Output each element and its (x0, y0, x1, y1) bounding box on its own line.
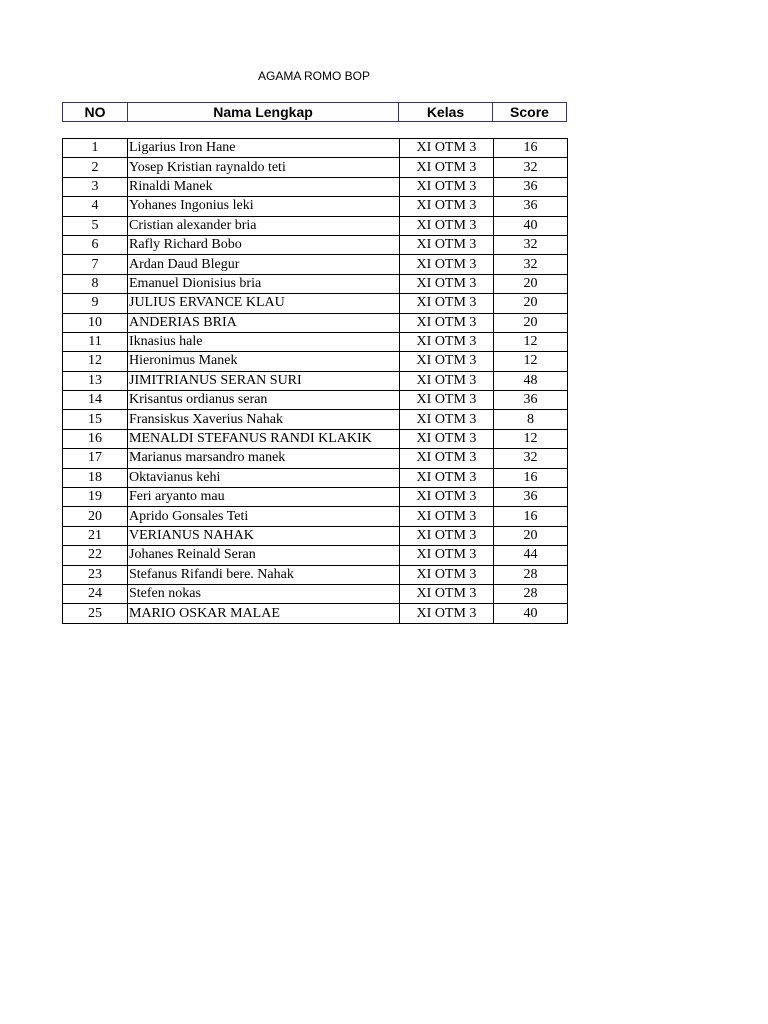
table-row (63, 565, 568, 584)
cell-name: Yosep Kristian raynaldo teti (128, 158, 400, 177)
header-name: Nama Lengkap (128, 103, 399, 122)
cell-no: 7 (63, 255, 128, 274)
cell-kelas: XI OTM 3 (400, 274, 494, 293)
table-row (63, 584, 568, 603)
cell-score: 36 (494, 391, 568, 410)
cell-kelas: XI OTM 3 (400, 177, 494, 196)
cell-score: 44 (494, 546, 568, 565)
table-row (63, 158, 568, 177)
cell-score: 36 (494, 488, 568, 507)
table-row (63, 274, 568, 293)
table-row (63, 177, 568, 196)
cell-kelas: XI OTM 3 (400, 565, 494, 584)
table-row (63, 449, 568, 468)
cell-score: 32 (494, 255, 568, 274)
cell-no: 13 (63, 371, 128, 390)
cell-score: 32 (494, 449, 568, 468)
cell-score: 36 (494, 177, 568, 196)
cell-no: 9 (63, 294, 128, 313)
cell-kelas: XI OTM 3 (400, 255, 494, 274)
cell-kelas: XI OTM 3 (400, 158, 494, 177)
cell-kelas: XI OTM 3 (400, 449, 494, 468)
cell-no: 11 (63, 332, 128, 351)
header-kelas: Kelas (399, 103, 493, 122)
cell-no: 5 (63, 216, 128, 235)
cell-no: 19 (63, 488, 128, 507)
cell-kelas: XI OTM 3 (400, 584, 494, 603)
cell-no: 23 (63, 565, 128, 584)
cell-name: Krisantus ordianus seran (128, 391, 400, 410)
table-row (63, 410, 568, 429)
cell-no: 18 (63, 468, 128, 487)
cell-score: 16 (494, 468, 568, 487)
document-title: AGAMA ROMO BOP (257, 69, 371, 83)
cell-score: 20 (494, 294, 568, 313)
cell-name: Feri aryanto mau (128, 488, 400, 507)
table-row (63, 371, 568, 390)
cell-name: Ligarius Iron Hane (128, 139, 400, 158)
cell-score: 20 (494, 526, 568, 545)
cell-kelas: XI OTM 3 (400, 604, 494, 623)
table-row (63, 255, 568, 274)
cell-name: JULIUS ERVANCE KLAU (128, 294, 400, 313)
cell-score: 12 (494, 352, 568, 371)
cell-no: 25 (63, 604, 128, 623)
cell-score: 12 (494, 429, 568, 448)
cell-score: 28 (494, 584, 568, 603)
cell-kelas: XI OTM 3 (400, 332, 494, 351)
cell-no: 17 (63, 449, 128, 468)
table-row (63, 391, 568, 410)
cell-name: Emanuel Dionisius bria (128, 274, 400, 293)
cell-no: 8 (63, 274, 128, 293)
table-row (63, 216, 568, 235)
table-row (63, 488, 568, 507)
cell-score: 40 (494, 216, 568, 235)
cell-score: 16 (494, 139, 568, 158)
table-row (63, 197, 568, 216)
cell-kelas: XI OTM 3 (400, 139, 494, 158)
cell-name: Stefen nokas (128, 584, 400, 603)
cell-name: Aprido Gonsales Teti (128, 507, 400, 526)
table-row (63, 294, 568, 313)
cell-name: JIMITRIANUS SERAN SURI (128, 371, 400, 390)
cell-no: 2 (63, 158, 128, 177)
cell-name: Fransiskus Xaverius Nahak (128, 410, 400, 429)
cell-no: 3 (63, 177, 128, 196)
cell-no: 12 (63, 352, 128, 371)
cell-name: ANDERIAS BRIA (128, 313, 400, 332)
cell-name: Iknasius hale (128, 332, 400, 351)
cell-kelas: XI OTM 3 (400, 391, 494, 410)
cell-name: MENALDI STEFANUS RANDI KLAKIK (128, 429, 400, 448)
cell-kelas: XI OTM 3 (400, 410, 494, 429)
cell-no: 6 (63, 235, 128, 254)
cell-score: 28 (494, 565, 568, 584)
table-row (63, 332, 568, 351)
cell-kelas: XI OTM 3 (400, 352, 494, 371)
cell-score: 20 (494, 274, 568, 293)
cell-kelas: XI OTM 3 (400, 294, 494, 313)
table-row (63, 468, 568, 487)
score-table (62, 138, 568, 624)
cell-kelas: XI OTM 3 (400, 371, 494, 390)
cell-kelas: XI OTM 3 (400, 468, 494, 487)
cell-name: Stefanus Rifandi bere. Nahak (128, 565, 400, 584)
table-row (63, 526, 568, 545)
cell-no: 21 (63, 526, 128, 545)
cell-kelas: XI OTM 3 (400, 507, 494, 526)
cell-score: 48 (494, 371, 568, 390)
cell-score: 16 (494, 507, 568, 526)
header-table (62, 102, 567, 122)
cell-name: Oktavianus kehi (128, 468, 400, 487)
cell-name: MARIO OSKAR MALAE (128, 604, 400, 623)
cell-name: Cristian alexander bria (128, 216, 400, 235)
table-row (63, 604, 568, 623)
cell-name: Johanes Reinald Seran (128, 546, 400, 565)
cell-no: 10 (63, 313, 128, 332)
cell-no: 16 (63, 429, 128, 448)
cell-kelas: XI OTM 3 (400, 546, 494, 565)
cell-score: 12 (494, 332, 568, 351)
cell-name: Rafly Richard Bobo (128, 235, 400, 254)
cell-name: VERIANUS NAHAK (128, 526, 400, 545)
cell-score: 8 (494, 410, 568, 429)
cell-kelas: XI OTM 3 (400, 526, 494, 545)
table-row (63, 352, 568, 371)
cell-score: 40 (494, 604, 568, 623)
cell-kelas: XI OTM 3 (400, 235, 494, 254)
table-row (63, 139, 568, 158)
cell-score: 32 (494, 158, 568, 177)
cell-no: 4 (63, 197, 128, 216)
cell-no: 15 (63, 410, 128, 429)
header-row (63, 103, 567, 122)
cell-no: 24 (63, 584, 128, 603)
cell-no: 20 (63, 507, 128, 526)
cell-score: 36 (494, 197, 568, 216)
table-row (63, 429, 568, 448)
cell-name: Ardan Daud Blegur (128, 255, 400, 274)
score-table-body (63, 139, 568, 624)
header-score: Score (493, 103, 567, 122)
cell-name: Hieronimus Manek (128, 352, 400, 371)
cell-score: 20 (494, 313, 568, 332)
cell-kelas: XI OTM 3 (400, 197, 494, 216)
table-row (63, 235, 568, 254)
header-no: NO (63, 103, 128, 122)
cell-no: 22 (63, 546, 128, 565)
cell-score: 32 (494, 235, 568, 254)
cell-name: Marianus marsandro manek (128, 449, 400, 468)
cell-name: Rinaldi Manek (128, 177, 400, 196)
table-row (63, 546, 568, 565)
cell-kelas: XI OTM 3 (400, 429, 494, 448)
cell-kelas: XI OTM 3 (400, 488, 494, 507)
cell-kelas: XI OTM 3 (400, 313, 494, 332)
table-row (63, 507, 568, 526)
table-row (63, 313, 568, 332)
cell-name: Yohanes Ingonius leki (128, 197, 400, 216)
cell-no: 1 (63, 139, 128, 158)
cell-no: 14 (63, 391, 128, 410)
cell-kelas: XI OTM 3 (400, 216, 494, 235)
